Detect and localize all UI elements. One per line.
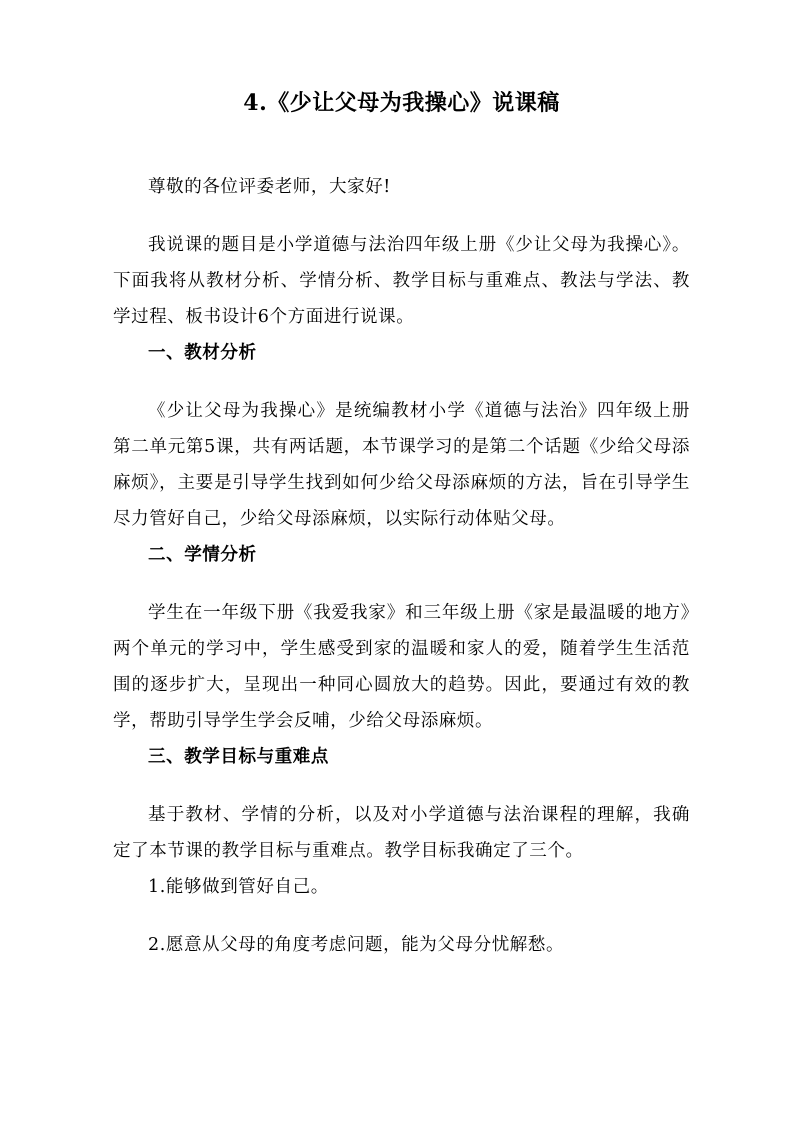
section-heading-student-analysis: 二、学情分析: [148, 545, 257, 565]
student-analysis-paragraph: 学生在一年级下册《我爱我家》和三年级上册《家是最温暖的地方》两个单元的学习中，学生感受到家的温暖和家人的爱，随着学生生活范围的逐步扩大，呈现出一种同心圆放大的趋势。因此，要通过有效的教学，帮助引导学生学会反哺，少给父母添麻烦。: [113, 603, 690, 731]
section-heading-textbook-analysis: 一、教材分析: [148, 343, 257, 363]
document-title: 4.《少让父母为我操心》说课稿: [243, 90, 560, 116]
goal-item-1: 1.能够做到管好自己。: [148, 877, 329, 897]
teaching-goals-paragraph: 基于教材、学情的分析，以及对小学道德与法治课程的理解，我确定了本节课的教学目标与重难点。教学目标我确定了三个。: [113, 805, 690, 861]
section-heading-teaching-goals: 三、教学目标与重难点: [148, 747, 329, 767]
goal-item-2: 2.愿意从父母的角度考虑问题，能为父母分忧解愁。: [148, 935, 565, 955]
greeting-paragraph: 尊敬的各位评委老师，大家好!: [148, 177, 391, 197]
textbook-analysis-paragraph: 《少让父母为我操心》是统编教材小学《道德与法治》四年级上册第二单元第5课，共有两话题，本节课学习的是第二个话题《少给父母添麻烦》，主要是引导学生找到如何少给父母添麻烦的方法，旨在引导学生尽力管好自己，少给父母添麻烦，以实际行动体贴父母。: [113, 401, 690, 529]
intro-paragraph: 我说课的题目是小学道德与法治四年级上册《少让父母为我操心》。下面我将从教材分析、学情分析、教学目标与重难点、教法与学法、教学过程、板书设计6个方面进行说课。: [113, 235, 690, 327]
